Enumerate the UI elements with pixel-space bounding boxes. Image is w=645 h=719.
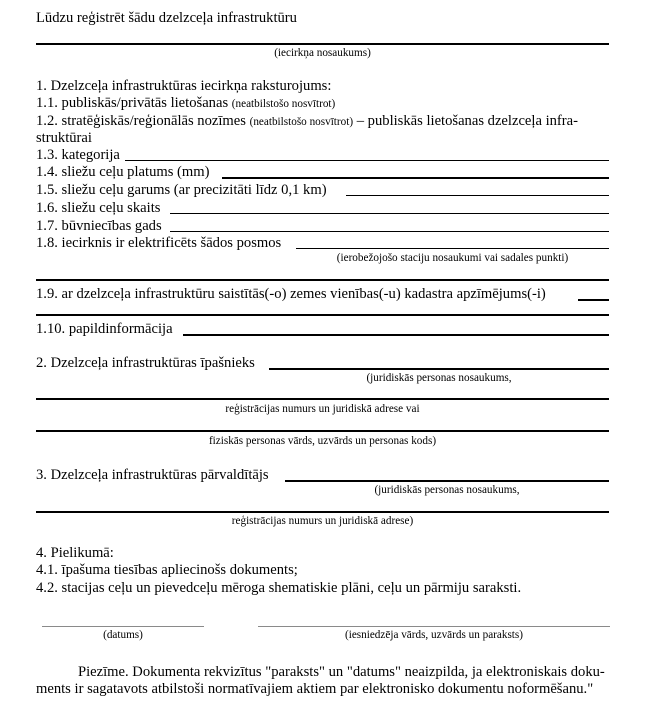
item-1-2-label: 1.2. stratēģiskās/reģionālās nozīmes [36, 113, 246, 129]
attachment-4-2: 4.2. stacijas ceļu un pievedceļu mēroga shematiskie plāni, ceļu un pārmiju saraksti. [36, 580, 522, 596]
manager-line-2[interactable] [36, 511, 609, 513]
owner-line-2[interactable] [36, 398, 609, 400]
item-1-9-field[interactable] [578, 299, 609, 301]
item-1-7-field[interactable] [170, 231, 609, 232]
owner-line-3[interactable] [36, 430, 609, 432]
owner-caption-3: fiziskās personas vārds, uzvārds un personas kods) [208, 435, 437, 447]
request-text: Lūdzu reģistrēt šādu dzelzceļa infrastruktūru [36, 10, 297, 26]
item-1-10-label: 1.10. papildinformācija [36, 321, 173, 337]
item-1-1-note: (neatbilstošo nosvītrot) [231, 98, 336, 110]
item-1-8-extra-line[interactable] [36, 279, 609, 281]
date-field[interactable] [42, 626, 204, 627]
item-1-4-field[interactable] [222, 177, 609, 179]
owner-field[interactable] [269, 368, 609, 370]
note-line-1: Piezīme. Dokumenta rekvizītus "paraksts" un "datums" neaizpilda, ja elektroniskais doku- [78, 664, 605, 680]
item-1-3-field[interactable] [125, 160, 609, 161]
manager-caption-1: (juridiskās personas nosaukums, [374, 484, 520, 496]
item-1-1 [36, 95, 335, 113]
item-1-7-label: 1.7. būvniecības gads [36, 218, 162, 234]
item-1-2-cont: struktūrai [36, 130, 92, 146]
item-1-2-note: (neatbilstošo nosvītrot) [249, 116, 354, 128]
item-1-9-extra-line[interactable] [36, 314, 609, 316]
item-1-4-label: 1.4. sliežu ceļu platums (mm) [36, 164, 210, 180]
attachment-4-1: 4.1. īpašuma tiesības apliecinošs dokuments; [36, 562, 298, 578]
item-1-6-label: 1.6. sliežu ceļu skaits [36, 200, 161, 216]
manager-field[interactable] [285, 480, 609, 482]
item-1-2 [36, 113, 578, 131]
manager-caption-2: reģistrācijas numurs un juridiskā adrese) [231, 515, 414, 527]
attachments-heading: 4. Pielikumā: [36, 545, 114, 561]
item-1-10-field[interactable] [183, 334, 609, 336]
item-1-8-caption: (ierobežojošo staciju nosaukumi vai sadales punkti) [336, 252, 569, 264]
item-1-5-field[interactable] [346, 195, 609, 196]
owner-caption-1: (juridiskās personas nosaukums, [366, 372, 512, 384]
manager-label: 3. Dzelzceļa infrastruktūras pārvaldītājs [36, 467, 269, 483]
item-1-8-label: 1.8. iecirknis ir elektrificēts šādos posmos [36, 235, 282, 251]
item-1-5-label: 1.5. sliežu ceļu garums (ar precizitāti līdz 0,1 km) [36, 182, 327, 198]
section1-heading: 1. Dzelzceļa infrastruktūras iecirkņa raksturojums: [36, 78, 332, 94]
item-1-8-field[interactable] [296, 248, 609, 249]
signer-caption: (iesniedzēja vārds, uzvārds un paraksts) [344, 629, 523, 641]
item-1-2-rest: – publiskās lietošanas dzelzceļa infra- [356, 113, 578, 129]
item-1-3-label: 1.3. kategorija [36, 147, 120, 163]
owner-label: 2. Dzelzceļa infrastruktūras īpašnieks [36, 355, 255, 371]
note-line-2: ments ir sagatavots atbilstoši normatīvajiem aktiem par elektronisko dokumentu noformēšanu." [36, 681, 594, 697]
item-1-6-field[interactable] [170, 213, 609, 214]
signer-field[interactable] [258, 626, 610, 627]
date-caption: (datums) [103, 629, 143, 641]
item-1-1-label: 1.1. publiskās/privātās lietošanas [36, 95, 229, 111]
owner-caption-2: reģistrācijas numurs un juridiskā adrese vai [225, 403, 420, 415]
section-name-line[interactable] [36, 43, 609, 45]
item-1-9-label: 1.9. ar dzelzceļa infrastruktūru saistītās(-o) zemes vienības(-u) kadastra apzīmējums(-i) [36, 286, 546, 302]
section-name-caption: (iecirkņa nosaukums) [274, 47, 371, 59]
